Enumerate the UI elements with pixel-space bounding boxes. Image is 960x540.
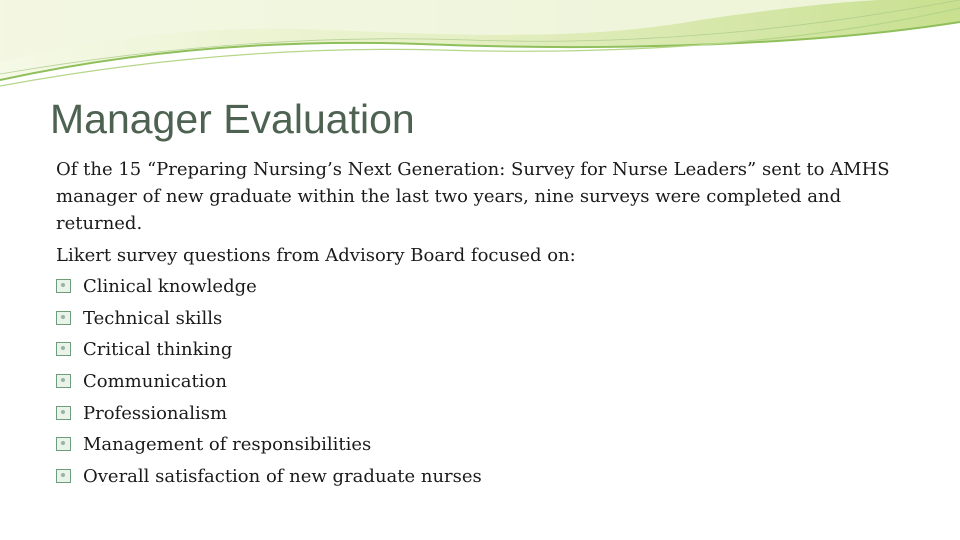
list-item bbox=[56, 303, 916, 335]
list-item bbox=[56, 461, 916, 493]
slide-body bbox=[56, 156, 916, 493]
list-item-label: Overall satisfaction of new graduate nurses bbox=[83, 466, 482, 488]
checkbox-square-icon bbox=[56, 279, 71, 293]
survey-topics-list bbox=[56, 271, 916, 493]
list-item bbox=[56, 429, 916, 461]
list-lead-text: Likert survey questions from Advisory Board focused on: bbox=[56, 245, 576, 266]
header-swoosh-decoration bbox=[0, 0, 960, 100]
list-item bbox=[56, 366, 916, 398]
list-item bbox=[56, 398, 916, 430]
slide-title: Manager Evaluation bbox=[50, 96, 415, 142]
checkbox-square-icon bbox=[56, 437, 71, 451]
intro-paragraph: Of the 15 “Preparing Nursing’s Next Generation: Survey for Nurse Leaders” sent to AMHS manager of new graduate within the last two years, nine surveys were completed and returned. bbox=[56, 159, 890, 234]
checkbox-square-icon bbox=[56, 406, 71, 420]
checkbox-square-icon bbox=[56, 311, 71, 325]
checkbox-square-icon bbox=[56, 374, 71, 388]
list-item-label: Communication bbox=[83, 371, 227, 393]
checkbox-square-icon bbox=[56, 342, 71, 356]
list-item bbox=[56, 271, 916, 303]
list-item-label: Professionalism bbox=[83, 402, 228, 424]
list-item-label: Critical thinking bbox=[83, 339, 233, 361]
list-item bbox=[56, 334, 916, 366]
list-item-label: Clinical knowledge bbox=[83, 276, 257, 297]
checkbox-square-icon bbox=[56, 469, 71, 483]
list-item-label: Technical skills bbox=[83, 307, 223, 329]
list-item-label: Management of responsibilities bbox=[83, 434, 372, 456]
